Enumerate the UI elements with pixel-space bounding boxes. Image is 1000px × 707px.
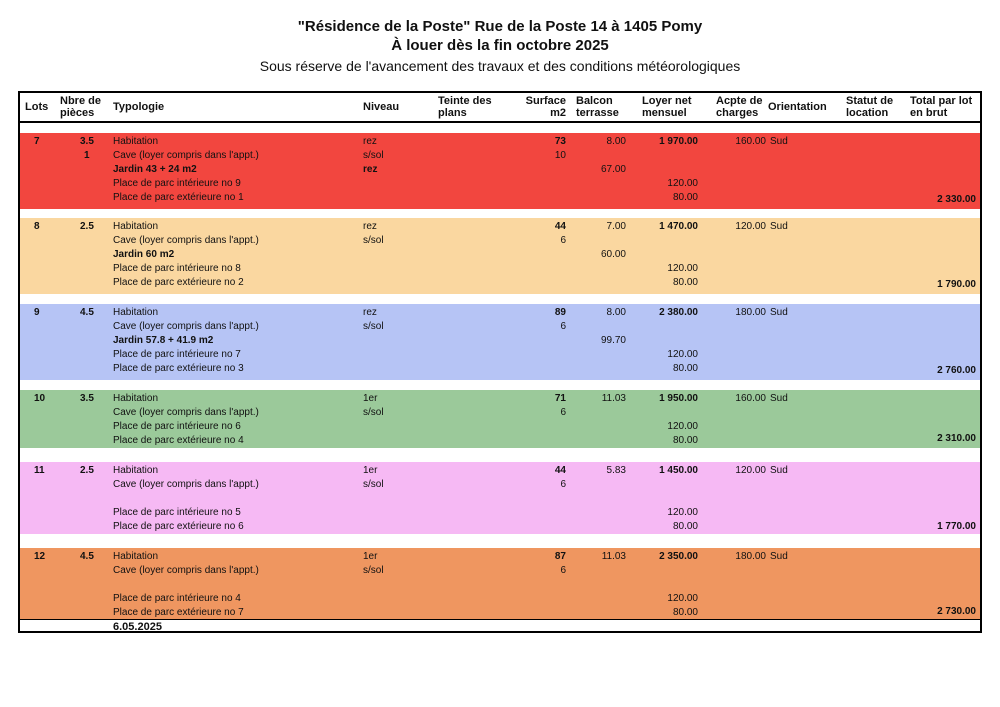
- row-cave: Cave (loyer compris dans l'appt.): [113, 479, 259, 490]
- orientation: Sud: [770, 136, 788, 147]
- row-jardin: Jardin 57.8 + 41.9 m2: [113, 335, 214, 346]
- total: 1 770.00: [937, 521, 976, 532]
- niveau-habitation: rez: [363, 221, 377, 232]
- header-orientation: Orientation: [768, 101, 827, 113]
- parc-ext-price: 80.00: [672, 277, 698, 288]
- header-niveau: Niveau: [363, 101, 400, 113]
- surface: 73: [554, 136, 566, 147]
- lot-number: 7: [34, 136, 40, 147]
- row-cave: Cave (loyer compris dans l'appt.): [113, 565, 259, 576]
- lot-11-band: [20, 462, 980, 534]
- cave-surface: 6: [560, 321, 566, 332]
- loyer: 2 380.00: [659, 307, 698, 318]
- acpte: 160.00: [735, 393, 766, 404]
- header-surface: Surface m2: [525, 95, 566, 119]
- balcon: 7.00: [606, 221, 626, 232]
- lot-number: 10: [34, 393, 46, 404]
- lot-number: 11: [34, 465, 45, 476]
- balcon: 11.03: [601, 393, 626, 404]
- orientation: Sud: [770, 551, 788, 562]
- total: 1 790.00: [937, 279, 976, 290]
- row-parc-int: Place de parc intérieure no 5: [113, 507, 241, 518]
- parc-int-price: 120.00: [667, 421, 698, 432]
- lot-pieces: 3.5: [80, 393, 94, 404]
- balcon: 5.83: [606, 465, 626, 476]
- lot-pieces: 3.5: [80, 136, 94, 147]
- header-pieces: Nbre de pièces: [60, 95, 101, 119]
- lot-pieces: 2.5: [80, 465, 94, 476]
- lot-9-band: [20, 304, 980, 380]
- niveau-cave: s/sol: [363, 565, 384, 576]
- acpte: 120.00: [735, 221, 766, 232]
- surface: 71: [554, 393, 566, 404]
- cave-surface: 10: [554, 150, 566, 161]
- disclaimer-line: Sous réserve de l'avancement des travaux et des conditions météorologiques: [259, 58, 741, 74]
- parc-ext-price: 80.00: [672, 607, 698, 618]
- parc-int-price: 120.00: [667, 593, 698, 604]
- niveau-habitation: rez: [363, 307, 377, 318]
- header-acpte: Acpte de charges: [716, 95, 763, 119]
- balcon: 8.00: [606, 307, 626, 318]
- row-habitation: Habitation: [113, 221, 159, 232]
- parc-int-price: 120.00: [667, 349, 698, 360]
- footer-date: 6.05.2025: [113, 621, 162, 633]
- header-loyer: Loyer net mensuel: [642, 95, 692, 119]
- loyer: 1 470.00: [659, 221, 698, 232]
- header-lots: Lots: [25, 101, 49, 113]
- header-teinte: Teinte des plans: [438, 95, 492, 119]
- row-habitation: Habitation: [113, 136, 159, 147]
- row-parc-ext: Place de parc extérieure no 3: [113, 363, 244, 374]
- balcon: 11.03: [601, 551, 626, 562]
- row-parc-ext: Place de parc extérieure no 6: [113, 521, 244, 532]
- parc-int-price: 120.00: [667, 263, 698, 274]
- header-typologie: Typologie: [113, 101, 165, 113]
- row-parc-int: Place de parc intérieure no 8: [113, 263, 241, 274]
- document-title: "Résidence de la Poste" Rue de la Poste 14 à 1405 Pomy: [297, 18, 703, 35]
- surface: 89: [554, 307, 566, 318]
- row-jardin: Jardin 60 m2: [113, 249, 175, 260]
- jardin-surface: 60.00: [600, 249, 626, 260]
- cave-pieces: 1: [84, 150, 90, 161]
- cave-surface: 6: [560, 235, 566, 246]
- parc-int-price: 120.00: [667, 507, 698, 518]
- row-cave: Cave (loyer compris dans l'appt.): [113, 407, 259, 418]
- loyer: 1 450.00: [659, 465, 698, 476]
- lot-8-band: [20, 218, 980, 294]
- lot-7-band: [20, 133, 980, 209]
- lot-pieces: 2.5: [80, 221, 94, 232]
- lot-number: 9: [34, 307, 40, 318]
- row-parc-int: Place de parc intérieure no 6: [113, 421, 241, 432]
- acpte: 120.00: [735, 465, 766, 476]
- header-total: Total par lot en brut: [910, 95, 973, 119]
- cave-surface: 6: [560, 479, 566, 490]
- lot-10-band: [20, 390, 980, 448]
- total: 2 310.00: [937, 433, 976, 444]
- acpte: 160.00: [735, 136, 766, 147]
- total: 2 330.00: [937, 194, 976, 205]
- loyer: 1 950.00: [659, 393, 698, 404]
- lot-number: 8: [34, 221, 40, 232]
- surface: 87: [554, 551, 566, 562]
- niveau-habitation: 1er: [363, 551, 378, 562]
- row-jardin: Jardin 43 + 24 m2: [113, 164, 197, 175]
- row-cave: Cave (loyer compris dans l'appt.): [113, 150, 259, 161]
- table-header: [20, 93, 980, 123]
- parc-int-price: 120.00: [667, 178, 698, 189]
- loyer: 2 350.00: [659, 551, 698, 562]
- balcon: 8.00: [606, 136, 626, 147]
- row-habitation: Habitation: [113, 393, 159, 404]
- row-cave: Cave (loyer compris dans l'appt.): [113, 321, 259, 332]
- parc-ext-price: 80.00: [672, 363, 698, 374]
- row-parc-ext: Place de parc extérieure no 2: [113, 277, 244, 288]
- parc-ext-price: 80.00: [672, 192, 698, 203]
- niveau-cave: s/sol: [363, 235, 384, 246]
- row-habitation: Habitation: [113, 307, 159, 318]
- row-cave: Cave (loyer compris dans l'appt.): [113, 235, 259, 246]
- row-parc-ext: Place de parc extérieure no 1: [113, 192, 244, 203]
- jardin-surface: 99.70: [600, 335, 626, 346]
- orientation: Sud: [770, 393, 788, 404]
- niveau-habitation: rez: [363, 136, 377, 147]
- niveau-cave: s/sol: [363, 150, 384, 161]
- acpte: 180.00: [735, 307, 766, 318]
- parc-ext-price: 80.00: [672, 435, 698, 446]
- acpte: 180.00: [735, 551, 766, 562]
- cave-surface: 6: [560, 407, 566, 418]
- row-parc-ext: Place de parc extérieure no 4: [113, 435, 244, 446]
- lot-12-band: [20, 548, 980, 619]
- cave-surface: 6: [560, 565, 566, 576]
- header-balcon: Balcon terrasse: [576, 95, 619, 119]
- orientation: Sud: [770, 465, 788, 476]
- niveau-habitation: 1er: [363, 393, 378, 404]
- niveau-cave: s/sol: [363, 321, 384, 332]
- niveau-cave: s/sol: [363, 479, 384, 490]
- niveau-cave: s/sol: [363, 407, 384, 418]
- row-parc-int: Place de parc intérieure no 9: [113, 178, 241, 189]
- availability-line: À louer dès la fin octobre 2025: [391, 37, 609, 54]
- parc-ext-price: 80.00: [672, 521, 698, 532]
- jardin-surface: 67.00: [600, 164, 626, 175]
- surface: 44: [554, 465, 566, 476]
- niveau-habitation: 1er: [363, 465, 378, 476]
- row-habitation: Habitation: [113, 465, 159, 476]
- surface: 44: [554, 221, 566, 232]
- row-parc-int: Place de parc intérieure no 7: [113, 349, 241, 360]
- row-habitation: Habitation: [113, 551, 159, 562]
- footer-divider: [20, 619, 980, 620]
- total: 2 730.00: [937, 606, 976, 617]
- niveau-jardin: rez: [363, 164, 378, 175]
- row-parc-ext: Place de parc extérieure no 7: [113, 607, 244, 618]
- loyer: 1 970.00: [659, 136, 698, 147]
- orientation: Sud: [770, 221, 788, 232]
- row-parc-int: Place de parc intérieure no 4: [113, 593, 241, 604]
- total: 2 760.00: [937, 365, 976, 376]
- header-statut: Statut de location: [846, 95, 894, 119]
- lot-number: 12: [34, 551, 46, 562]
- lot-pieces: 4.5: [80, 307, 94, 318]
- orientation: Sud: [770, 307, 788, 318]
- rental-table: [18, 91, 982, 633]
- lot-pieces: 4.5: [80, 551, 94, 562]
